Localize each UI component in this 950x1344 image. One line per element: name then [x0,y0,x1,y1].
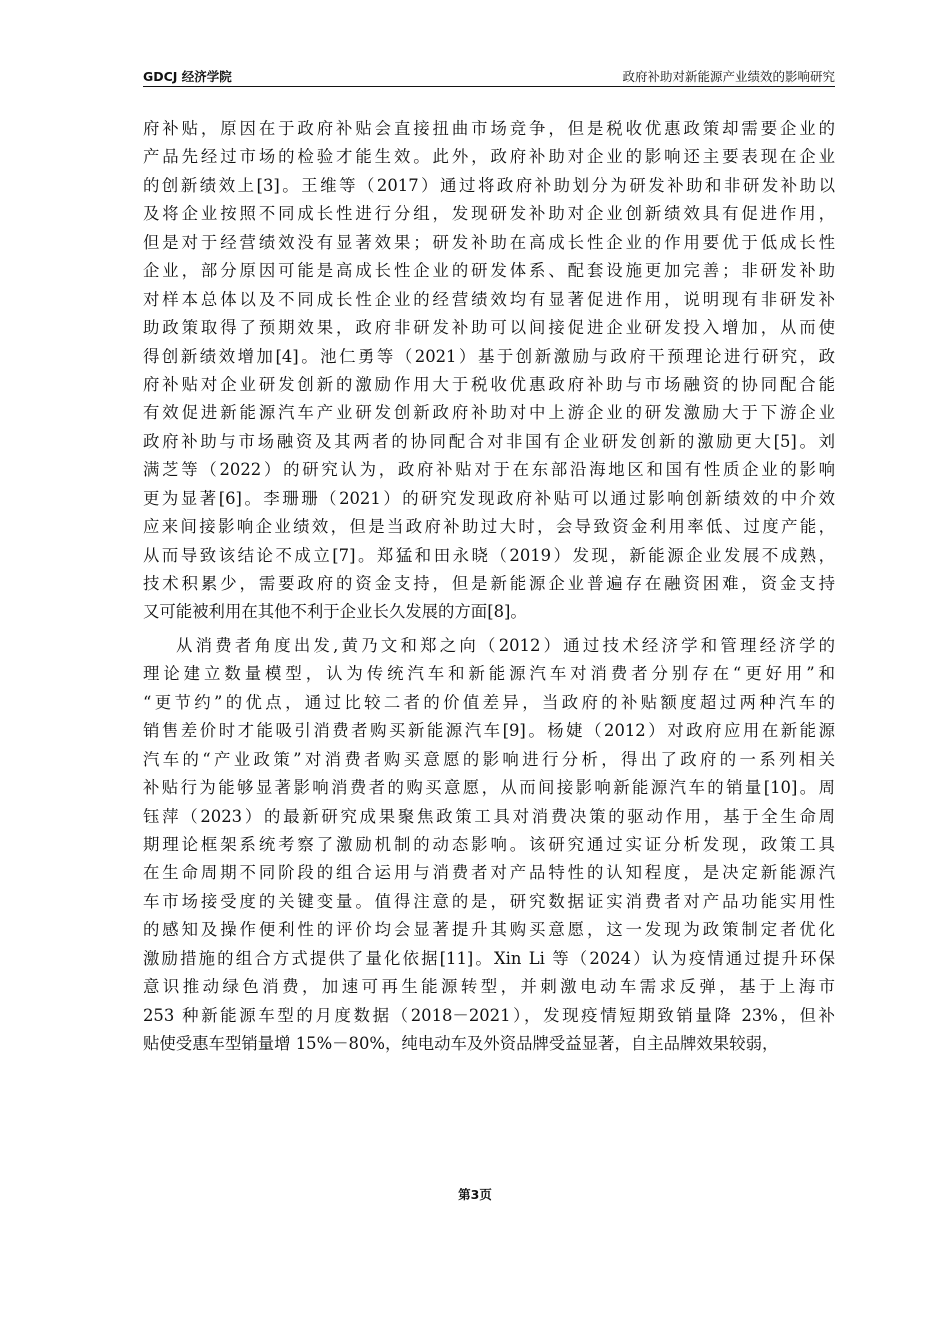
text-line: 技术积累少，需要政府的资金支持，但是新能源企业普遍存在融资困难，资金支持 [143,574,835,593]
text-line: 销售差价时才能吸引消费者购买新能源汽车[9]。杨婕（2012）对政府应用在新能源 [143,721,835,741]
text-line: 府补贴对企业研发创新的激励作用大于税收优惠政府补助与市场融资的协同配合能 [143,374,835,394]
text-line: 产品先经过市场的检验才能生效。此外，政府补助对企业的影响还主要表现在企业 [143,147,835,167]
body-text [143,115,835,1058]
text-line: 助政策取得了预期效果，政府非研发补助可以间接促进企业研发投入增加，从而使 [143,318,835,338]
paragraph [143,115,835,627]
text-line: 及将企业按照不同成长性进行分组，发现研发补助对企业创新绩效具有促进作用， [143,204,835,224]
text-line: 补贴行为能够显著影响消费者的购买意愿，从而间接影响新能源汽车的销量[10]。周 [143,778,835,798]
text-line: 得创新绩效增加[4]。池仁勇等（2021）基于创新激励与政府干预理论进行研究，政 [143,346,835,366]
text-line: 应来间接影响企业绩效，但是当政府补助过大时，会导致资金利用率低、过度产能， [143,517,835,537]
text-line: 期理论框架系统考察了激励机制的动态影响。该研究通过实证分析发现，政策工具 [143,834,835,854]
text-line: 又可能被利用在其他不利于企业长久发展的方面[8]。 [143,602,527,622]
text-line: 满芝等（2022）的研究认为，政府补贴对于在东部沿海地区和国有性质企业的影响 [143,460,835,480]
paragraph [143,632,835,1059]
text-line: 企业，部分原因可能是高成长性企业的研发体系、配套设施更加完善；非研发补助 [143,261,835,281]
text-line: 贴使受惠车型销量增 15%－80%，纯电动车及外资品牌受益显著，自主品牌效果较弱， [143,1034,779,1053]
text-line: 但是对于经营绩效没有显著效果；研发补助在高成长性企业的作用要优于低成长性 [143,232,835,252]
text-line: “更节约”的优点，通过比较二者的价值差异，当政府的补贴额度超过两种汽车的 [143,692,835,712]
text-line: 有效促进新能源汽车产业研发创新政府补助对中上游企业的研发激励大于下游企业 [143,403,835,423]
text-line: 更为显著[6]。李珊珊（2021）的研究发现政府补贴可以通过影响创新绩效的中介效 [143,488,835,508]
text-line: 政府补助与市场融资及其两者的协同配合对非国有企业研发创新的激励更大[5]。刘 [143,431,835,451]
text-line: 从而导致该结论不成立[7]。郑猛和田永晓（2019）发现，新能源企业发展不成熟， [143,545,835,565]
header-institution: GDCJ 经济学院 [143,69,232,84]
text-line: 车市场接受度的关键变量。值得注意的是，研究数据证实消费者对产品功能实用性 [143,891,835,911]
text-line: 253 种新能源车型的月度数据（2018－2021），发现疫情短期致销量降 23%，但补 [143,1005,835,1025]
text-line: 从消费者角度出发,黄乃文和郑之向（2012）通过技术经济学和管理经济学的 [176,635,835,655]
text-line: 激励措施的组合方式提供了量化依据[11]。Xin Li 等（2024）认为疫情通过提升环保 [143,948,835,968]
page-number: 第3页 [458,1187,492,1202]
text-line: 意识推动绿色消费，加速可再生能源转型，并刺激电动车需求反弹，基于上海市 [143,977,835,997]
header-paper-title: 政府补助对新能源产业绩效的影响研究 [622,69,835,84]
text-line: 理论建立数量模型，认为传统汽车和新能源汽车对消费者分别存在“更好用”和 [143,664,835,684]
text-line: 钰萍（2023）的最新研究成果聚焦政策工具对消费决策的驱动作用，基于全生命周 [143,806,835,826]
text-line: 府补贴，原因在于政府补贴会直接扭曲市场竞争，但是税收优惠政策却需要企业的 [143,119,835,138]
text-line: 汽车的“产业政策”对消费者购买意愿的影响进行分析，得出了政府的一系列相关 [143,749,835,769]
text-line: 在生命周期不同阶段的组合运用与消费者对产品特性的认知程度，是决定新能源汽 [143,863,835,883]
text-line: 对样本总体以及不同成长性企业的经营绩效均有显著促进作用，说明现有非研发补 [143,289,835,309]
text-line: 的感知及操作便利性的评价均会显著提升其购买意愿，这一发现为政策制定者优化 [143,920,835,940]
page-header [143,66,835,87]
text-line: 的创新绩效上[3]。王维等（2017）通过将政府补助划分为研发补助和非研发补助以 [143,175,835,195]
